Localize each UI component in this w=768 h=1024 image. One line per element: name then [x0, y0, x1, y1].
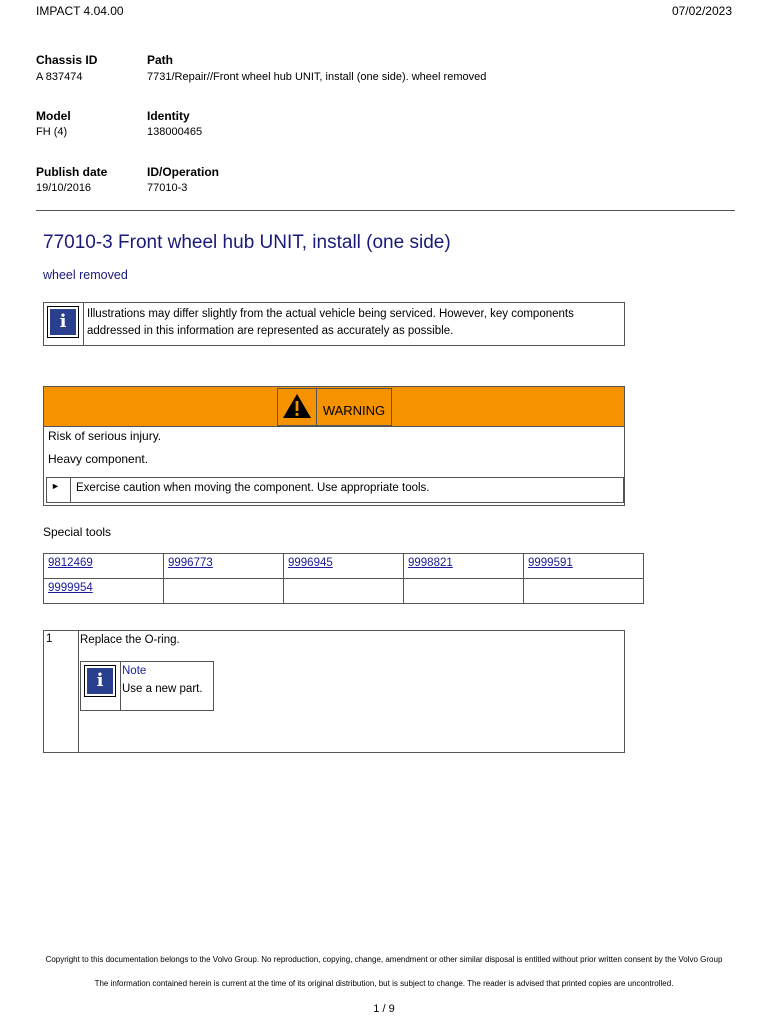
note-box: [80, 661, 214, 711]
app-version: IMPACT 4.04.00: [36, 4, 124, 18]
info-notice-text: Illustrations may differ slightly from the actual vehicle being serviced. However, key components addressed in this information are represented as accurately as possible.: [87, 308, 574, 337]
disclaimer-notice: The information contained herein is current at the time of its original distribution, but is subject to change. The reader is advised that printed copies are uncontrolled.: [94, 979, 674, 988]
info-icon: i: [84, 665, 116, 697]
step-box: [43, 630, 625, 753]
table-row: [44, 579, 644, 604]
table-cell: [164, 554, 284, 579]
table-cell: [44, 554, 164, 579]
table-cell: [164, 579, 284, 604]
tool-link[interactable]: 9996773: [168, 557, 213, 569]
table-cell: [404, 579, 524, 604]
identity-value: 138000465: [147, 126, 203, 138]
model-label: Model: [36, 109, 71, 123]
step-text: Replace the O-ring.: [80, 634, 180, 646]
info-icon: i: [47, 306, 79, 338]
warning-header: [44, 387, 624, 427]
step-number: 1: [46, 633, 53, 645]
table-cell: [524, 554, 644, 579]
warning-line-1: Risk of serious injury.: [48, 429, 162, 443]
path-label: Path: [147, 53, 174, 67]
document-subtitle: wheel removed: [43, 268, 128, 282]
page-number: 1 / 9: [373, 1003, 395, 1015]
table-cell: [524, 579, 644, 604]
print-date: 07/02/2023: [671, 4, 732, 18]
tool-link[interactable]: 9996945: [288, 557, 333, 569]
warning-line-2: Heavy component.: [48, 452, 149, 466]
document-title: 77010-3 Front wheel hub UNIT, install (one side): [43, 232, 451, 253]
publish-date-value: 19/10/2016: [36, 182, 92, 194]
bullet-arrow-icon: ►: [51, 481, 60, 491]
tool-link[interactable]: 9999591: [528, 557, 573, 569]
header-divider: [36, 210, 735, 211]
table-cell: [404, 554, 524, 579]
warning-box: [43, 386, 625, 506]
id-operation-value: 77010-3: [147, 182, 188, 194]
special-tools-label: Special tools: [43, 525, 112, 539]
chassis-id-value: A 837474: [36, 71, 83, 83]
chassis-id-label: Chassis ID: [36, 53, 98, 67]
special-tools-table: [43, 553, 644, 604]
publish-date-label: Publish date: [36, 165, 108, 179]
note-text: Use a new part.: [122, 683, 203, 695]
warning-triangle-icon: [277, 388, 317, 426]
tool-link[interactable]: 9999954: [48, 582, 93, 594]
id-operation-label: ID/Operation: [147, 165, 220, 179]
tool-link[interactable]: 9812469: [48, 557, 93, 569]
info-notice: [43, 302, 625, 346]
note-title: Note: [122, 665, 147, 677]
tool-link[interactable]: 9998821: [408, 557, 453, 569]
warning-label: WARNING: [316, 388, 392, 426]
warning-bullet-item: [46, 477, 624, 503]
path-value: 7731/Repair//Front wheel hub UNIT, install (one side). wheel removed: [147, 71, 487, 83]
copyright-notice: Copyright to this documentation belongs to the Volvo Group. No reproduction, copying, change, amendment or other similar disposal is entitled without prior written consent by the Volvo Group: [45, 955, 723, 964]
table-cell: [284, 579, 404, 604]
table-cell: [44, 579, 164, 604]
table-cell: [284, 554, 404, 579]
identity-label: Identity: [147, 109, 190, 123]
warning-bullet-text: Exercise caution when moving the component. Use appropriate tools.: [76, 482, 430, 494]
table-row: [44, 554, 644, 579]
model-value: FH (4): [36, 126, 68, 138]
